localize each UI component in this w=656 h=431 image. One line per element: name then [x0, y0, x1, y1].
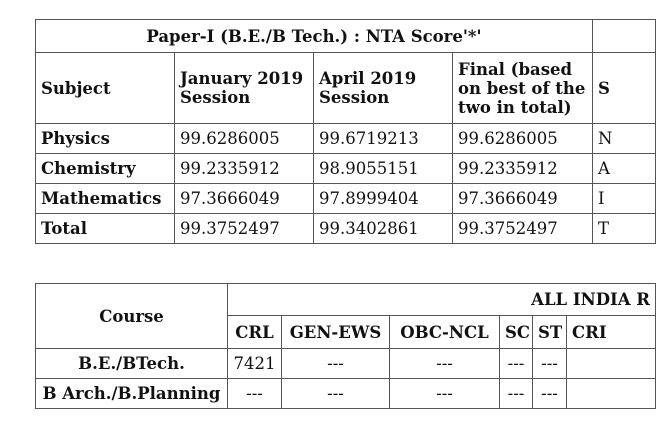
header-final: Final (based on best of the two in total) — [453, 53, 593, 124]
subject-cell: Total — [36, 214, 175, 244]
jan-score-cell: 99.3752497 — [175, 214, 314, 244]
all-india-rank-table — [35, 283, 656, 409]
extra-cell: T — [593, 214, 656, 244]
final-score-cell: 99.3752497 — [453, 214, 593, 244]
header-crl: CRL — [228, 316, 282, 349]
sc-cell: --- — [500, 349, 533, 379]
header-all-india-rank: ALL INDIA R — [228, 284, 656, 316]
table-row — [36, 379, 656, 409]
cri-cell — [567, 379, 656, 409]
table-row — [36, 154, 656, 184]
header-april: April 2019 Session — [314, 53, 453, 124]
header-sc: SC — [500, 316, 533, 349]
sc-cell: --- — [500, 379, 533, 409]
crl-cell: --- — [228, 379, 282, 409]
header-cri: CRI — [567, 316, 656, 349]
crl-cell: 7421 — [228, 349, 282, 379]
header-gen-ews: GEN-EWS — [282, 316, 390, 349]
subject-cell: Mathematics — [36, 184, 175, 214]
final-score-cell: 97.3666049 — [453, 184, 593, 214]
nta-score-table — [35, 19, 656, 244]
table-row — [36, 124, 656, 154]
subject-cell: Chemistry — [36, 154, 175, 184]
extra-cell: N — [593, 124, 656, 154]
header-january: January 2019 Session — [175, 53, 314, 124]
st-cell: --- — [533, 379, 567, 409]
subject-cell: Physics — [36, 124, 175, 154]
course-cell: B.E./BTech. — [36, 349, 228, 379]
table-row — [36, 214, 656, 244]
header-extra: S — [593, 53, 656, 124]
apr-score-cell: 98.9055151 — [314, 154, 453, 184]
apr-score-cell: 99.3402861 — [314, 214, 453, 244]
obc-ncl-cell: --- — [390, 379, 500, 409]
st-cell: --- — [533, 349, 567, 379]
gen-ews-cell: --- — [282, 349, 390, 379]
header-subject: Subject — [36, 53, 175, 124]
jan-score-cell: 99.2335912 — [175, 154, 314, 184]
header-st: ST — [533, 316, 567, 349]
final-score-cell: 99.6286005 — [453, 124, 593, 154]
apr-score-cell: 99.6719213 — [314, 124, 453, 154]
cri-cell — [567, 349, 656, 379]
course-cell: B Arch./B.Planning — [36, 379, 228, 409]
apr-score-cell: 97.8999404 — [314, 184, 453, 214]
final-score-cell: 99.2335912 — [453, 154, 593, 184]
jan-score-cell: 99.6286005 — [175, 124, 314, 154]
table-row — [36, 184, 656, 214]
gen-ews-cell: --- — [282, 379, 390, 409]
extra-cell: A — [593, 154, 656, 184]
score-table-title: Paper-I (B.E./B Tech.) : NTA Score'*' — [36, 20, 593, 53]
jan-score-cell: 97.3666049 — [175, 184, 314, 214]
score-table-title-overflow — [593, 20, 656, 53]
header-course: Course — [36, 284, 228, 349]
header-obc-ncl: OBC-NCL — [390, 316, 500, 349]
extra-cell: I — [593, 184, 656, 214]
table-row — [36, 349, 656, 379]
obc-ncl-cell: --- — [390, 349, 500, 379]
